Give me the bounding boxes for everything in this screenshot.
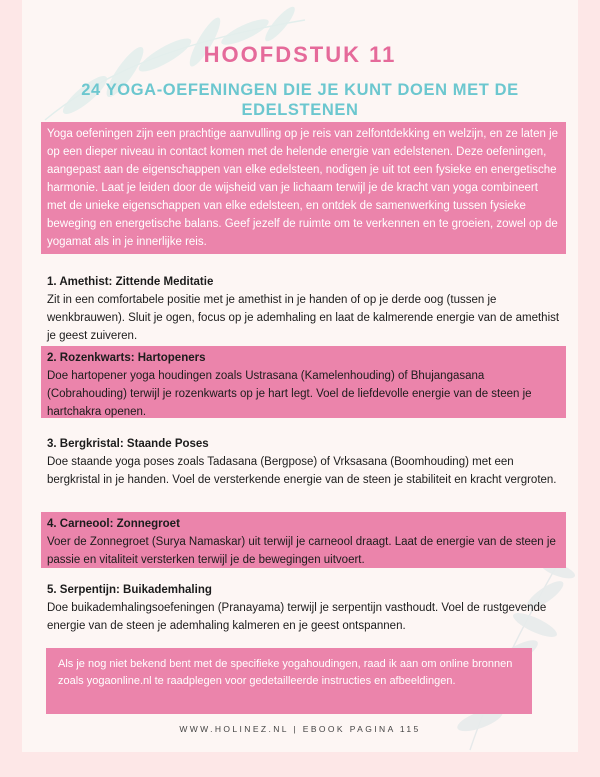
exercise-bergkristal	[41, 432, 566, 502]
exercise-title: 4. Carneool: Zonnegroet	[47, 518, 180, 530]
exercise-text: Zit in een comfortabele positie met je amethist in je handen of op je derde oog (tussen je wenkbrauwen). Sluit je ogen, focus op je ademhaling en laat de kalmerende energie van de amethist je geest zuiveren.	[47, 294, 560, 342]
page-footer: WWW.HOLINEZ.NL | EBOOK PAGINA 115	[179, 724, 421, 734]
exercise-carneool	[41, 512, 566, 568]
exercise-amethist	[41, 270, 566, 340]
exercise-text: Voer de Zonnegroet (Surya Namaskar) uit terwijl je carneool draagt. Laat de energie van de steen je passie en vitaliteit versterken terwijl je de bewegingen uitvoert.	[47, 536, 556, 566]
exercise-serpentijn	[41, 578, 566, 632]
exercise-title: 5. Serpentijn: Buikademhaling	[47, 584, 212, 596]
exercise-title: 3. Bergkristal: Staande Poses	[47, 438, 209, 450]
leaf-decoration-bottom-right-icon	[440, 540, 578, 752]
chapter-title: HOOFDSTUK 11	[203, 42, 397, 67]
chapter-subtitle: 24 YOGA-OEFENINGEN DIE JE KUNT DOEN MET DE EDELSTENEN	[81, 81, 519, 119]
exercise-title: 1. Amethist: Zittende Meditatie	[47, 276, 214, 288]
note-box: Als je nog niet bekend bent met de specifieke yogahoudingen, raad ik aan om online bronnen zoals yogaonline.nl te raadplegen voor gedetailleerde instructies en afbeeldingen.	[46, 648, 532, 714]
exercise-text: Doe buikademhalingsoefeningen (Pranayama) terwijl je serpentijn vasthoudt. Voel de rustgevende energie van de steen je ademhaling kalmeren en je geest ontspannen.	[47, 602, 547, 632]
bottom-band	[0, 752, 600, 777]
exercise-text: Doe hartopener yoga houdingen zoals Ustrasana (Kamelenhouding) of Bhujangasana (Cobrahouding) terwijl je rozenkwarts op je hart legt. Voel de liefdevolle energie van de steen je hartchakra openen.	[47, 370, 532, 418]
exercise-text: Doe staande yoga poses zoals Tadasana (Bergpose) of Vrksasana (Boomhouding) met een bergkristal in je handen. Voel de versterkende energie van de steen je stabiliteit en kracht vergroten.	[47, 456, 557, 486]
exercise-title: 2. Rozenkwarts: Hartopeners	[47, 352, 206, 364]
exercise-rozenkwarts	[41, 346, 566, 418]
intro-text-box: Yoga oefeningen zijn een prachtige aanvulling op je reis van zelfontdekking en welzijn, en ze laten je op een dieper niveau in contact komen met de helende energie van edelstenen. Deze oefeningen, aangepast aan de eigenschappen van elke edelsteen, nodigen je uit tot een fysieke en energetische harmonie. Laat je leiden door de wijsheid van je lichaam terwijl je de kracht van yoga combineert met de unieke eigenschappen van elke edelsteen, en ontdek de samenwerking tussen fysieke beweging en energetische balans. Geef jezelf de ruimte om te verkennen en te groeien, zowel op de yogamat als in je innerlijke reis.	[41, 122, 566, 254]
